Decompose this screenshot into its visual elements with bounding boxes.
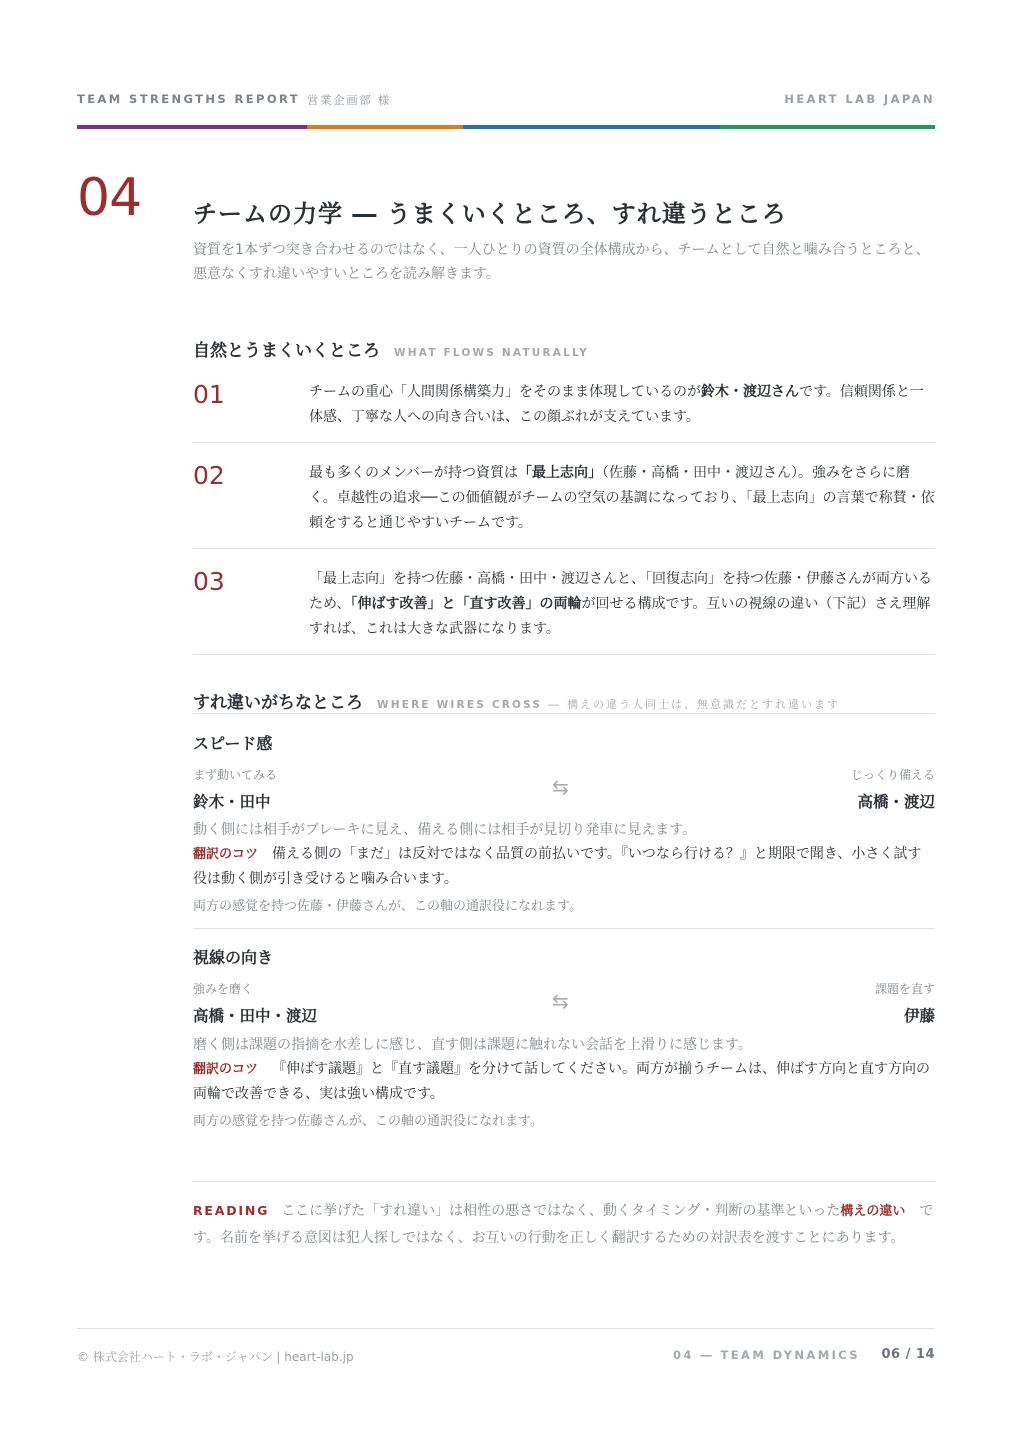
- right-caption: 課題を直す: [874, 982, 935, 996]
- translation-tip: [193, 1057, 935, 1106]
- translator-note: 両方の感覚を持つ佐藤さんが、この軸の通訳役になれます。: [193, 1114, 543, 1129]
- color-bar-segment: [77, 125, 307, 129]
- reading-text-before: ここに挙げた「すれ違い」は相性の悪さではなく、動くタイミング・判断の基準といった: [281, 1203, 841, 1219]
- cross-heading-note: 構えの違う人同士は、無意識だとすれ違います: [567, 698, 841, 711]
- axis-description: 磨く側は課題の指摘を水差しに感じ、直す側は課題に触れない会話を上滑りに感じます。: [193, 1037, 752, 1053]
- divider: [193, 713, 935, 714]
- cross-heading: [193, 688, 840, 713]
- left-members: 鈴木・田中: [193, 793, 271, 811]
- flow-number: 03: [193, 567, 225, 596]
- right-caption: じっくり備える: [850, 768, 935, 782]
- reading-emphasis: 構えの違い: [840, 1204, 906, 1219]
- flow-text: [309, 567, 935, 642]
- divider: [193, 1181, 935, 1182]
- section-intro: 資質を1本ずつ突き合わせるのではなく、一人ひとりの資質の全体構成から、チームとして自然と噛み合うところと、悪意なくすれ違いやすいところを読み解きます。: [193, 242, 930, 282]
- footer-section-label: 04 ― TEAM DYNAMICS: [673, 1348, 860, 1362]
- emphasized-text: 鈴木・渡辺さん: [701, 384, 799, 400]
- right-members: 伊藤: [903, 1007, 935, 1025]
- axis-description: 動く側には相手がブレーキに見え、備える側には相手が見切り発車に見えます。: [193, 822, 697, 838]
- right-members: 高橋・渡辺: [857, 793, 935, 811]
- color-bar-segment: [720, 125, 935, 129]
- header-color-bar: [77, 125, 935, 129]
- color-bar-segment: [307, 125, 463, 129]
- axis-block: [193, 731, 935, 916]
- text-run: です。信頼関係と一体感、丁寧な人への向き合いは、この顔ぶれが支えています。: [309, 384, 924, 425]
- brand-name: HEART LAB JAPAN: [784, 92, 935, 106]
- page-number: 06 / 14: [881, 1347, 935, 1362]
- tip-label: 翻訳のコツ: [193, 847, 259, 862]
- color-bar-segment: [463, 125, 720, 129]
- footer-divider: [77, 1328, 935, 1329]
- flow-number: 02: [193, 461, 225, 490]
- tip-text: 『伸ばす議題』と『直す議題』を分けて話してください。両方が揃うチームは、伸ばす方向と直す方向の両輪で改善できる、実は強い構成です。: [193, 1061, 931, 1102]
- reading-note: [193, 1198, 935, 1251]
- flow-text: [309, 380, 935, 430]
- section-number: 04: [77, 168, 142, 228]
- footer-copyright: © 株式会社ハート・ラボ・ジャパン | heart-lab.jp: [77, 1350, 354, 1364]
- flow-item: [193, 461, 935, 549]
- reading-text-after: です。名前を挙げる意図は犯人探しではなく、お互いの行動を正しく翻訳するための対訳表を渡すことにあります。: [193, 1203, 934, 1246]
- flow-text: [309, 461, 935, 536]
- cross-heading-en: WHERE WIRES CROSS: [377, 699, 543, 711]
- left-caption: 強みを磨く: [193, 982, 254, 996]
- translation-tip: [193, 842, 935, 891]
- tip-text: 備える側の「まだ」は反対ではなく品質の前払いです。『いつなら行ける？』と期限で聞き、小さく試す役は動く側が引き受けると噛み合います。: [193, 846, 922, 887]
- left-members: 高橋・田中・渡辺: [193, 1007, 318, 1025]
- page-header: [77, 92, 935, 110]
- tip-label: 翻訳のコツ: [193, 1062, 259, 1077]
- cross-heading-jp: すれ違いがちなところ: [193, 693, 363, 713]
- text-run: 最も多くのメンバーが持つ資質は: [309, 465, 519, 481]
- flow-number: 01: [193, 380, 225, 409]
- report-title: TEAM STRENGTHS REPORT: [77, 92, 301, 106]
- section-title: チームの力学 ― うまくいくところ、すれ違うところ: [193, 200, 787, 228]
- axis-block: [193, 945, 935, 1130]
- axis-name: スピード感: [193, 734, 273, 753]
- emphasized-text: 「最上志向」: [518, 465, 603, 481]
- cross-heading-separator: ―: [548, 698, 562, 711]
- flows-heading: [193, 336, 589, 361]
- reading-label: READING: [193, 1203, 270, 1218]
- translator-note: 両方の感覚を持つ佐藤・伊藤さんが、この軸の通訳役になれます。: [193, 899, 582, 914]
- axis-name: 視線の向き: [193, 948, 274, 967]
- swap-arrows-icon: ⇆: [552, 775, 569, 799]
- left-caption: まず動いてみる: [193, 768, 278, 782]
- flows-heading-en: WHAT FLOWS NATURALLY: [394, 347, 590, 359]
- text-run: チームの重心「人間関係構築力」をそのまま体現しているのが: [309, 384, 701, 400]
- client-name: 営業企画部 様: [307, 93, 391, 107]
- emphasized-text: 「伸ばす改善」と「直す改善」の両輪: [350, 596, 582, 612]
- flow-item: [193, 567, 935, 655]
- flow-item: [193, 380, 935, 443]
- flows-heading-jp: 自然とうまくいくところ: [193, 341, 380, 361]
- text-run: 「最上志向」を持つ佐藤・高橋・田中・渡辺さんと、「回復志向」を持つ佐藤・伊藤さんが両方いるため、: [309, 571, 932, 612]
- text-run: （佐藤・高橋・田中・渡辺さん）。強みをさらに磨く。卓越性の追求──この価値観がチームの空気の基調になっており、「最上志向」の言葉で称賛・依頼をすると通じやすいチームです。: [309, 465, 935, 531]
- divider: [193, 928, 935, 929]
- text-run: が回せる構成です。互いの視線の違い（下記）さえ理解すれば、これは大きな武器になります。: [309, 596, 931, 637]
- swap-arrows-icon: ⇆: [552, 989, 569, 1013]
